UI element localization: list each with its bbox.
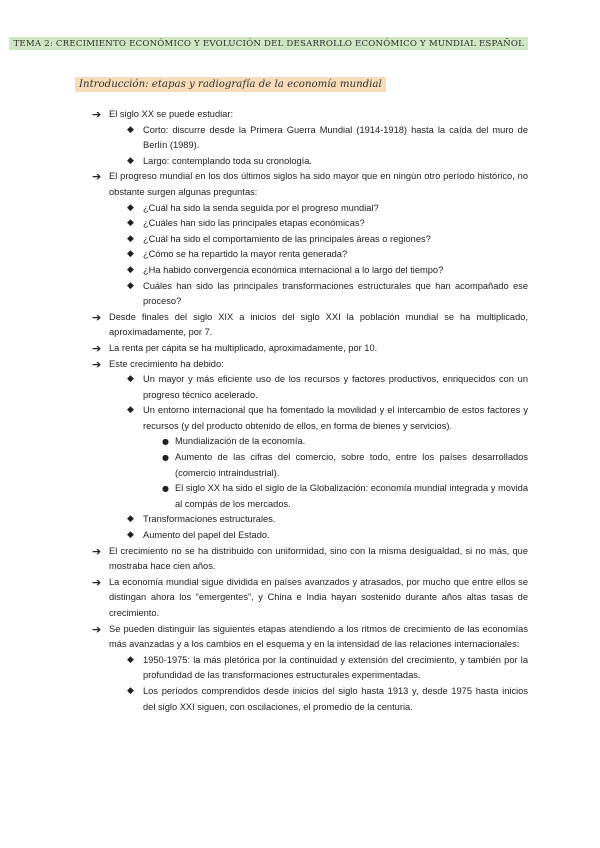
bullet-list [92, 107, 528, 715]
diamond-bullet-icon: ◆ [127, 530, 134, 541]
diamond-bullet-icon: ◆ [127, 218, 134, 229]
arrow-right-icon: ➔ [92, 170, 102, 184]
list-item: ● Mundialización de la economía. [92, 434, 528, 450]
arrow-right-icon: ➔ [92, 575, 102, 589]
diamond-bullet-icon: ◆ [127, 202, 134, 213]
list-item: ◆ ¿Cuál ha sido el comportamiento de las principales áreas o regiones? [92, 232, 528, 248]
diamond-bullet-icon: ◆ [127, 249, 134, 260]
list-item: ➔ El siglo XX se puede estudiar: [92, 108, 234, 121]
list-item: ◆ ¿Cuáles han sido las principales etapas económicas? [92, 216, 528, 232]
arrow-right-icon: ➔ [92, 357, 102, 371]
list-item: ◆ Transformaciones estructurales. [92, 512, 528, 528]
list-item: ➔ El crecimiento no se ha distribuido con uniformidad, sino con la misma desigualdad, si no más, que mostraba hace cien años. [92, 544, 528, 572]
arrow-right-icon: ➔ [92, 544, 102, 558]
diamond-bullet-icon: ◆ [127, 405, 134, 416]
list-item: ◆ Largo: contemplando toda su cronología. [92, 154, 528, 170]
list-item: ➔ La economía mundial sigue dividida en países avanzados y atrasados, por mucho que entre ellos se distingan ahora los “emergentes”, y China e India hayan sostenido durante años altas tasas de crecimiento. [92, 575, 528, 618]
list-item: ● El siglo XX ha sido el siglo de la Globalización: economía mundial integrada y movida al compás de los mercados. [162, 483, 528, 509]
list-item: ◆ Aumento del papel del Estado. [92, 528, 528, 544]
diamond-bullet-icon: ◆ [127, 264, 134, 275]
list-item: ◆ ¿Cómo se ha repartido la mayor renta generada? [92, 247, 528, 263]
list-item: ➔ Se pueden distinguir las siguientes etapas atendiendo a los ritmos de crecimiento de las economías más avanzadas y a los cambios en el esquema y en la intensidad de las relaciones internacionales: [92, 622, 528, 650]
list-item: ◆ 1950-1975: la más pletórica por la continuidad y extensión del crecimiento, y también por la profundidad de las transformaciones estructurales experimentadas. [127, 654, 528, 681]
list-item: ● Aumento de las cifras del comercio, sobre todo, entre los países desarrollados (comercio intraindustrial). [162, 452, 528, 478]
list-item: ◆ Corto: discurre desde la Primera Guerra Mundial (1914-1918) hasta la caída del muro de Berlín (1989). [127, 124, 528, 151]
diamond-bullet-icon: ◆ [127, 233, 134, 244]
list-item: ➔ Este crecimiento ha debido: [92, 357, 224, 371]
list-item: ◆ Un mayor y más eficiente uso de los recursos y factores productivos, enriquecidos con un progreso técnico acelerado. [127, 374, 528, 400]
arrow-right-icon: ➔ [92, 108, 102, 121]
diamond-bullet-icon: ◆ [127, 514, 134, 525]
topic-title: TEMA 2: CRECIMIENTO ECONÓMICO Y EVOLUCIÓN DEL DESARROLLO ECONÓMICO Y MUNDIAL ESPAÑOL [9, 37, 528, 50]
list-item: ◆ Cuáles han sido las principales transformaciones estructurales que han acompañado ese proceso? [127, 280, 528, 307]
diamond-bullet-icon: ◆ [127, 685, 134, 696]
list-item: ➔ La renta per cápita se ha multiplicado, aproximadamente, por 10. [92, 341, 378, 355]
diamond-bullet-icon: ◆ [127, 155, 134, 166]
diamond-bullet-icon: ◆ [127, 280, 134, 291]
section-title: Introducción: etapas y radiografía de la economía mundial [75, 77, 386, 92]
dot-bullet-icon: ● [162, 484, 169, 494]
diamond-bullet-icon: ◆ [127, 124, 134, 135]
list-item: ◆ Un entorno internacional que ha fomentado la movilidad y el intercambio de estos factores y recursos (y del producto obtenido de ellos, en forma de bienes y servicios). [127, 405, 528, 431]
list-item: ➔ Desde finales del siglo XIX a inicios del siglo XXI la población mundial se ha multiplicado, aproximadamente, por 7. [92, 310, 528, 338]
list-item: ➔ El progreso mundial en los dos últimos siglos ha sido mayor que en ningún otro período histórico, no obstante surgen algunas preguntas: [92, 170, 528, 197]
arrow-right-icon: ➔ [92, 622, 102, 636]
dot-bullet-icon: ● [162, 437, 169, 447]
arrow-right-icon: ➔ [92, 341, 102, 355]
list-item: ◆ Los períodos comprendidos desde inicios del siglo hasta 1913 y, desde 1975 hasta inicios del siglo XXI siguen, con oscilaciones, el promedio de la centuria. [127, 685, 528, 712]
diamond-bullet-icon: ◆ [127, 654, 134, 665]
arrow-right-icon: ➔ [92, 310, 102, 324]
diamond-bullet-icon: ◆ [127, 374, 134, 385]
list-item: ◆ ¿Ha habido convergencia económica internacional a lo largo del tiempo? [92, 263, 528, 279]
list-item: ◆ ¿Cuál ha sido la senda seguida por el progreso mundial? [92, 201, 528, 217]
dot-bullet-icon: ● [162, 453, 169, 463]
